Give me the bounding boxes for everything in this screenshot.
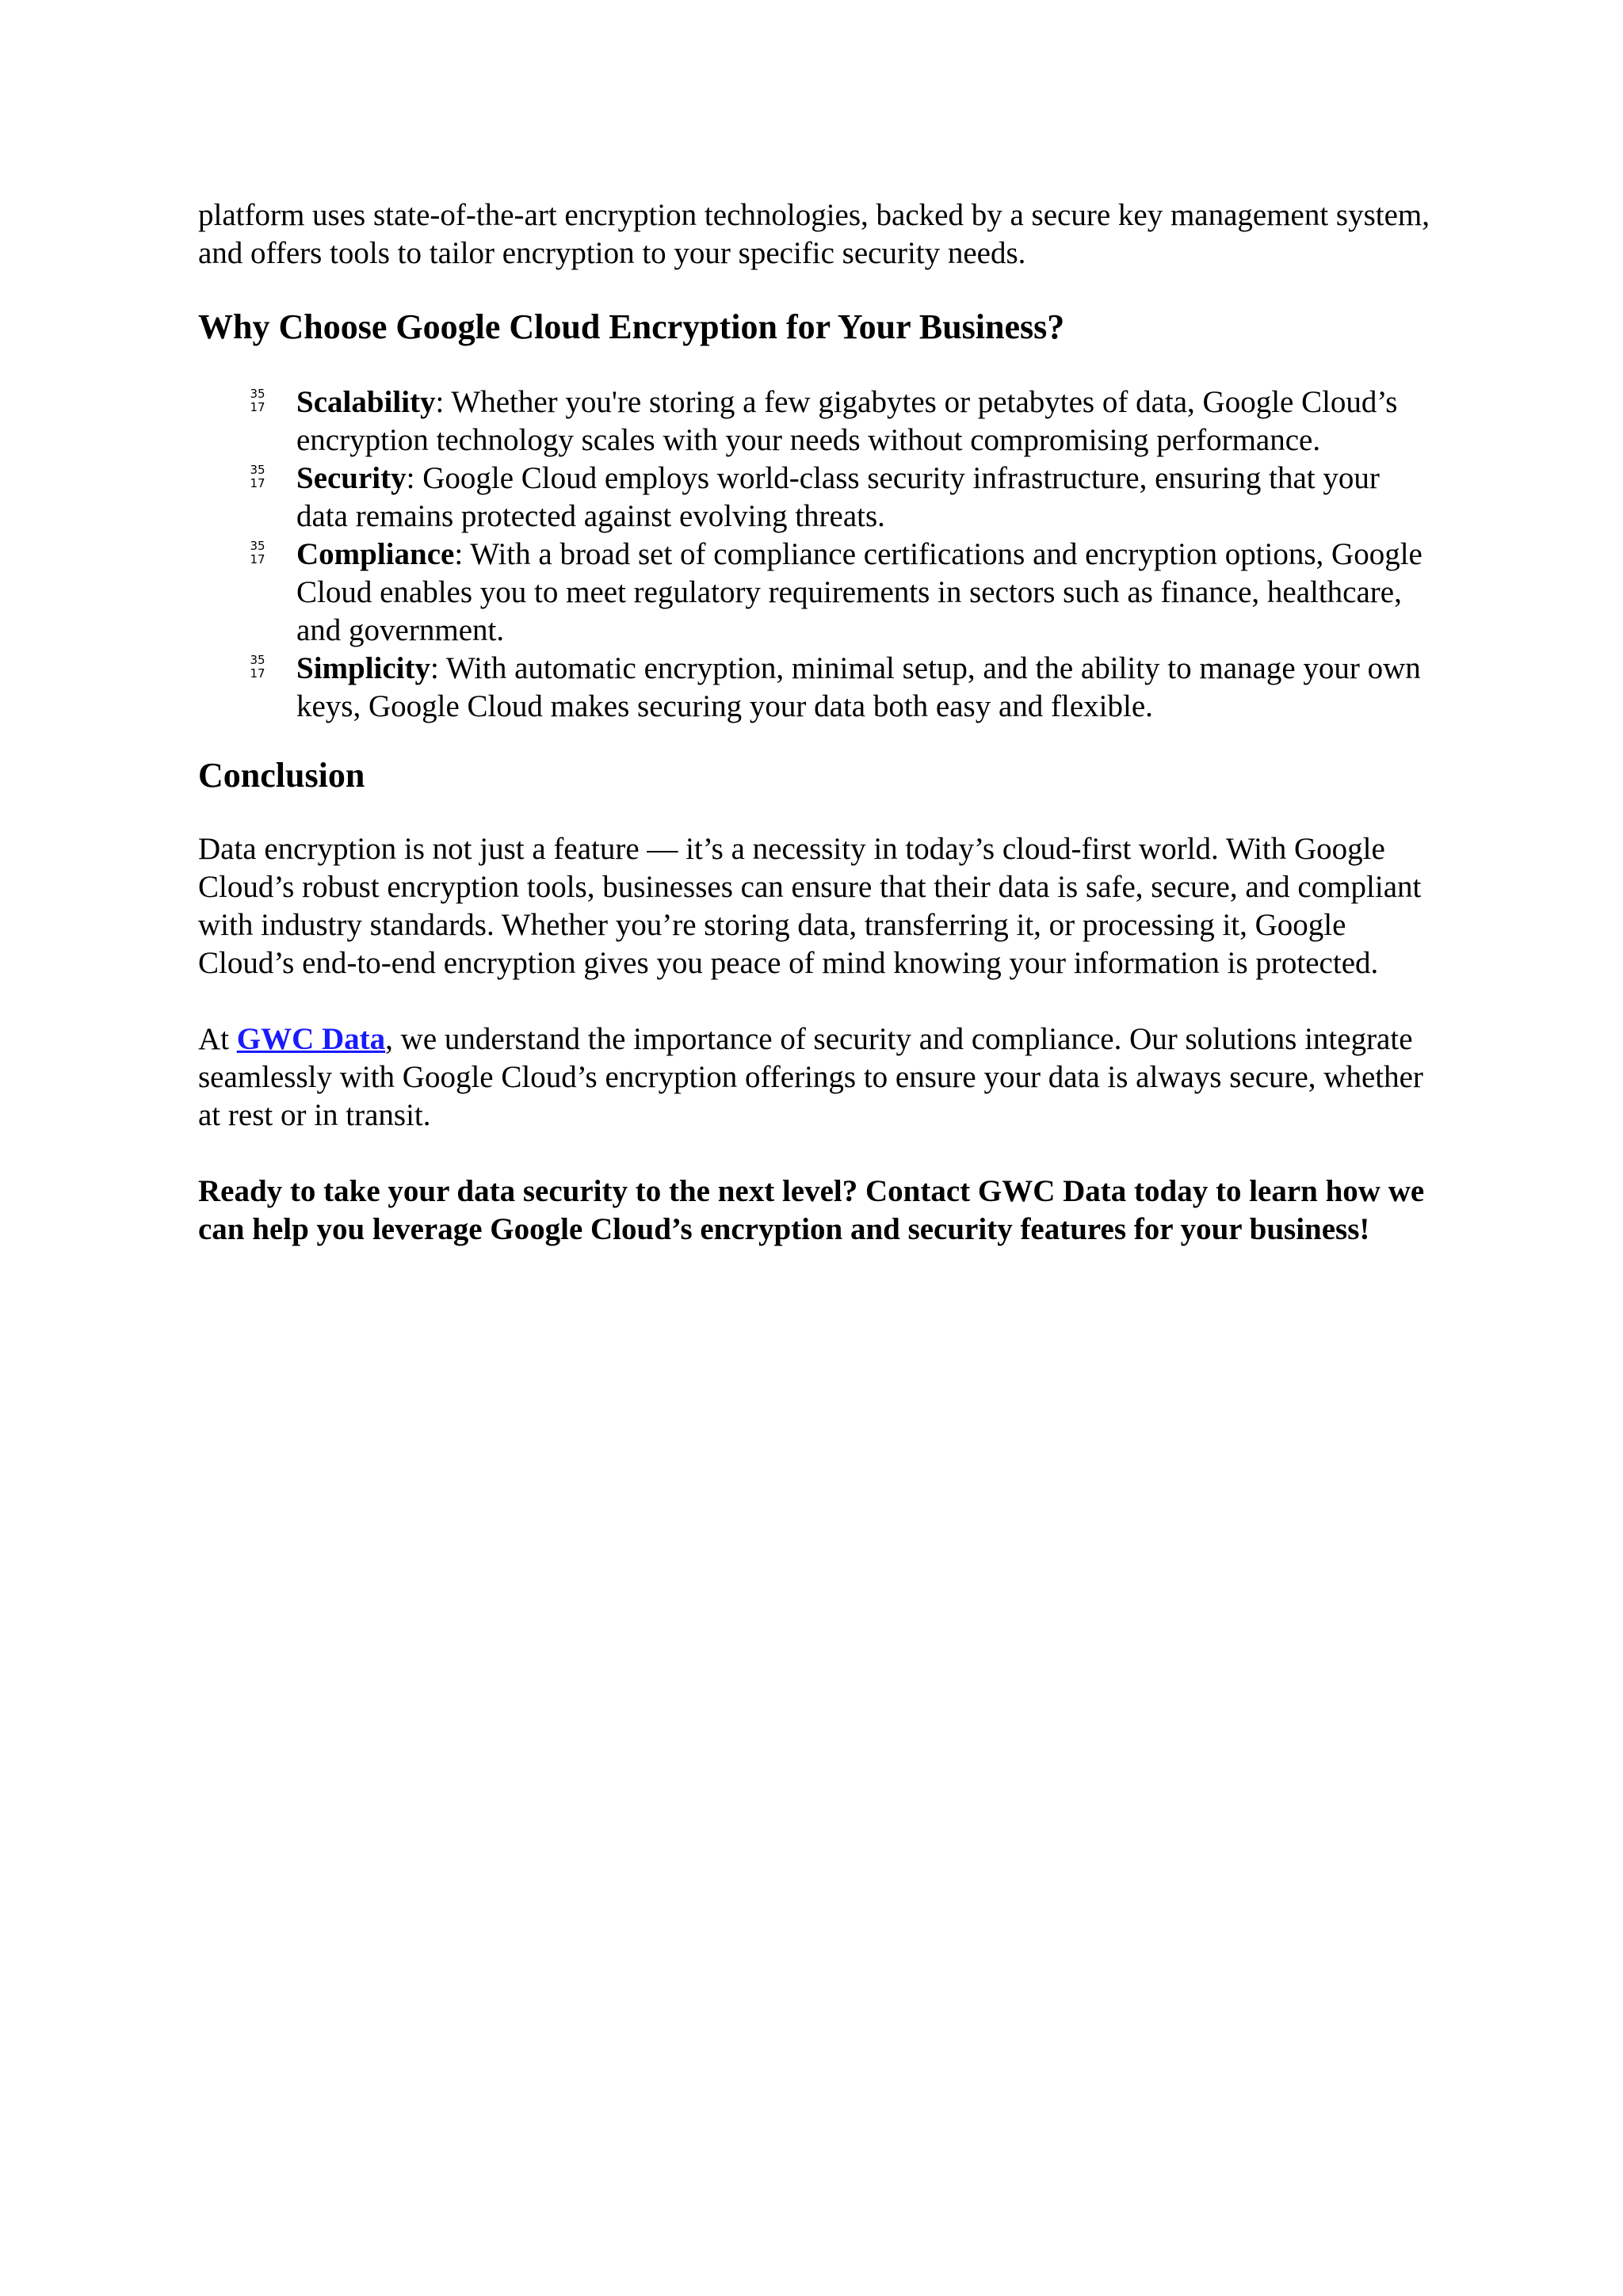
list-item (198, 650, 1434, 726)
bullet-marker-icon: 35 17 (250, 387, 265, 414)
gwc-data-link[interactable]: GWC Data (236, 1022, 386, 1056)
gwc-paragraph-suffix: , we understand the importance of security and compliance. Our solutions integrate seamlessly with Google Cloud’s encryption offerings to ensure your data is always secure, whether at rest or in transit. (198, 1022, 1423, 1132)
list-item-term: Security (296, 461, 407, 495)
list-item-text: : Whether you're storing a few gigabytes or petabytes of data, Google Cloud’s encryption technology scales with your needs without compromising performance. (296, 385, 1398, 457)
bullet-marker-icon: 35 17 (250, 539, 265, 566)
conclusion-heading: Conclusion (198, 756, 365, 795)
list-item-term: Scalability (296, 385, 436, 419)
list-item-term: Simplicity (296, 651, 431, 685)
list-item-text: : Google Cloud employs world-class security infrastructure, ensuring that your data remains protected against evolving threats. (296, 461, 1380, 533)
gwc-paragraph-prefix: At (198, 1022, 237, 1056)
conclusion-paragraph: Data encryption is not just a feature — it’s a necessity in today’s cloud-first world. With Google Cloud’s robust encryption tools, businesses can ensure that their data is safe, secure, and compliant with industry standards. Whether you’re storing data, transferring it, or processing it, Google Cloud’s end-to-end encryption gives you peace of mind knowing your information is protected. (198, 832, 1422, 980)
gwc-paragraph (198, 1020, 1434, 1135)
bullet-marker-icon: 35 17 (250, 463, 265, 490)
benefits-list (198, 383, 1434, 726)
list-item-text: : With a broad set of compliance certifications and encryption options, Google Cloud enables you to meet regulatory requirements in sectors such as finance, healthcare, and government. (296, 537, 1423, 647)
intro-paragraph: platform uses state-of-the-art encryption technologies, backed by a secure key management system, and offers tools to tailor encryption to your specific security needs. (198, 198, 1430, 270)
list-item (198, 383, 1434, 460)
list-item (198, 536, 1434, 650)
list-item-text: : With automatic encryption, minimal setup, and the ability to manage your own keys, Google Cloud makes securing your data both easy and flexible. (296, 651, 1421, 723)
bullet-marker-icon: 35 17 (250, 653, 265, 681)
list-item-term: Compliance (296, 537, 455, 571)
why-choose-heading: Why Choose Google Cloud Encryption for Your Business? (198, 307, 1065, 346)
list-item (198, 460, 1434, 536)
document-page (198, 196, 1434, 1249)
call-to-action: Ready to take your data security to the next level? Contact GWC Data today to learn how we can help you leverage Google Cloud’s encryption and security features for your business! (198, 1174, 1425, 1246)
